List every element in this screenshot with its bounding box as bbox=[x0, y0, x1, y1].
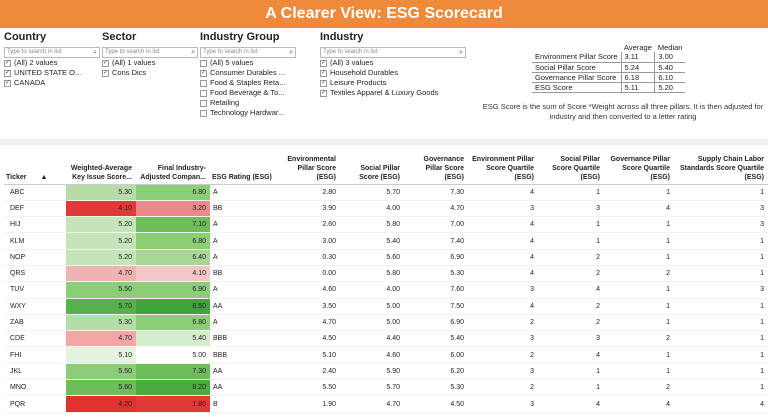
table-row[interactable] bbox=[4, 380, 768, 396]
filter-option[interactable]: ✓ (All) 2 values bbox=[5, 58, 58, 67]
table-cell: 1 bbox=[538, 233, 604, 249]
table-cell: 4 bbox=[468, 184, 538, 200]
table-cell: 3 bbox=[538, 200, 604, 216]
table-cell: 7.30 bbox=[404, 184, 468, 200]
table-cell: 4.70 bbox=[404, 200, 468, 216]
table-cell: 5.40 bbox=[404, 331, 468, 347]
checkbox-icon: ✓ bbox=[321, 79, 327, 86]
filter-option[interactable]: ✓ Consumer Durables ... bbox=[201, 68, 286, 77]
table-cell: 4 bbox=[468, 233, 538, 249]
stats-median: 5.20 bbox=[655, 82, 686, 92]
esg-rating-cell: A bbox=[210, 249, 276, 265]
ticker-cell: MNO bbox=[4, 380, 66, 396]
key-issue-score-cell: 4.70 bbox=[66, 265, 136, 281]
stats-label: Social Pillar Score bbox=[532, 62, 621, 72]
industry-adjusted-score-cell: 7.10 bbox=[136, 217, 210, 233]
industry-adjusted-score-cell: 8.50 bbox=[136, 298, 210, 314]
checkbox-icon bbox=[200, 90, 207, 97]
ticker-cell: JKL bbox=[4, 363, 66, 379]
table-cell: 2 bbox=[468, 380, 538, 396]
esg-rating-cell: AA bbox=[210, 380, 276, 396]
dashboard-title: A Clearer View: ESG Scorecard bbox=[0, 0, 768, 28]
key-issue-score-cell: 4.20 bbox=[66, 396, 136, 412]
table-cell: 5.70 bbox=[340, 184, 404, 200]
table-cell: 7.40 bbox=[404, 233, 468, 249]
table-cell: 1 bbox=[604, 282, 674, 298]
table-cell: 1 bbox=[538, 363, 604, 379]
table-cell: 1 bbox=[674, 298, 768, 314]
table-cell: 5.30 bbox=[404, 265, 468, 281]
checkbox-icon bbox=[200, 110, 207, 117]
sort-ascending-icon[interactable]: ▲ bbox=[40, 173, 48, 181]
esg-rating-cell: AA bbox=[210, 363, 276, 379]
ticker-cell: HIJ bbox=[4, 217, 66, 233]
table-cell: 1 bbox=[604, 217, 674, 233]
checkbox-icon bbox=[200, 80, 207, 87]
table-cell: 5.40 bbox=[340, 233, 404, 249]
stats-label: ESG Score bbox=[532, 82, 621, 92]
table-cell: 4.70 bbox=[276, 314, 340, 330]
table-cell: 6.20 bbox=[404, 363, 468, 379]
column-header[interactable]: Environment Pillar Score Quartile (ESG) bbox=[468, 146, 538, 184]
stats-median: 5.40 bbox=[655, 62, 686, 72]
industry-adjusted-score-cell: 6.80 bbox=[136, 314, 210, 330]
industry-adjusted-score-cell: 6.40 bbox=[136, 249, 210, 265]
key-issue-score-cell: 5.30 bbox=[66, 184, 136, 200]
column-header[interactable]: Supply Chain Labor Standards Score Quartile (ESG) bbox=[674, 146, 768, 184]
filter-option[interactable]: (All) 5 values bbox=[200, 58, 296, 68]
table-cell: 1 bbox=[674, 347, 768, 363]
table-cell: 3 bbox=[468, 200, 538, 216]
filter-option[interactable]: ✓ (All) 1 values bbox=[103, 58, 156, 67]
column-header[interactable]: Social Pillar Score Quartile (ESG) bbox=[538, 146, 604, 184]
table-cell: 5.00 bbox=[340, 298, 404, 314]
table-cell: 5.90 bbox=[340, 363, 404, 379]
table-cell: 1 bbox=[604, 298, 674, 314]
stats-label: Governance Pillar Score bbox=[532, 72, 621, 82]
table-cell: 3 bbox=[538, 331, 604, 347]
table-cell: 2 bbox=[538, 265, 604, 281]
table-cell: 1.90 bbox=[276, 396, 340, 412]
stats-average: 5.11 bbox=[621, 82, 655, 92]
table-cell: 4.50 bbox=[276, 331, 340, 347]
table-cell: 5.00 bbox=[340, 314, 404, 330]
stats-median: 3.00 bbox=[655, 52, 686, 62]
table-row[interactable] bbox=[4, 282, 768, 298]
table-cell: 1 bbox=[674, 314, 768, 330]
table-cell: 0.30 bbox=[276, 249, 340, 265]
table-cell: 1 bbox=[604, 233, 674, 249]
esg-rating-cell: B bbox=[210, 396, 276, 412]
table-cell: 4 bbox=[604, 396, 674, 412]
filter-country bbox=[4, 28, 100, 88]
filter-option[interactable]: Food & Staples Reta... bbox=[200, 78, 296, 88]
stats-median: 6.10 bbox=[655, 72, 686, 82]
filter-option[interactable]: ✓ Textiles Apparel & Luxury Goods bbox=[321, 88, 439, 97]
industry-group-search-input[interactable]: Type to search in list ⌕ bbox=[200, 47, 296, 58]
filter-title: Country bbox=[4, 31, 47, 43]
stats-average: 3.11 bbox=[621, 52, 655, 62]
stats-average: 5.24 bbox=[621, 62, 655, 72]
filter-option[interactable]: ✓ CANADA bbox=[5, 78, 46, 87]
ticker-cell: WXY bbox=[4, 298, 66, 314]
table-row[interactable] bbox=[4, 217, 768, 233]
checkbox-icon: ✓ bbox=[5, 69, 11, 76]
esg-scorecard-table bbox=[4, 146, 768, 413]
table-cell: 3 bbox=[468, 396, 538, 412]
table-cell: 3.50 bbox=[276, 298, 340, 314]
table-cell: 1 bbox=[604, 314, 674, 330]
checkbox-icon: ✓ bbox=[201, 69, 207, 76]
key-issue-score-cell: 5.50 bbox=[66, 363, 136, 379]
table-cell: 4 bbox=[468, 249, 538, 265]
ticker-cell: NOP bbox=[4, 249, 66, 265]
table-row[interactable] bbox=[4, 200, 768, 216]
esg-rating-cell: A bbox=[210, 282, 276, 298]
table-cell: 3 bbox=[468, 282, 538, 298]
key-issue-score-cell: 5.10 bbox=[66, 347, 136, 363]
ticker-cell: ABC bbox=[4, 184, 66, 200]
table-cell: 4.00 bbox=[340, 200, 404, 216]
filter-industry-group bbox=[200, 28, 296, 118]
table-cell: 1 bbox=[604, 249, 674, 265]
table-row[interactable] bbox=[4, 347, 768, 363]
ticker-cell: TUV bbox=[4, 282, 66, 298]
table-cell: 2 bbox=[604, 265, 674, 281]
column-header[interactable]: Governance Pillar Score (ESG) bbox=[404, 146, 468, 184]
industry-adjusted-score-cell: 8.20 bbox=[136, 380, 210, 396]
stats-header: Average bbox=[624, 42, 652, 52]
table-cell: 2 bbox=[604, 380, 674, 396]
filter-option[interactable]: ✓ UNITED STATE O... bbox=[5, 68, 82, 77]
country-search-input[interactable]: Type to search in list ⌕ bbox=[4, 47, 100, 58]
table-cell: 1 bbox=[674, 265, 768, 281]
search-icon: ⌕ bbox=[191, 49, 195, 56]
ticker-cell: KLM bbox=[4, 233, 66, 249]
table-cell: 2.60 bbox=[276, 217, 340, 233]
table-cell: 2.80 bbox=[276, 184, 340, 200]
column-header[interactable]: ESG Rating (ESG) bbox=[210, 146, 276, 184]
table-cell: 4.60 bbox=[276, 282, 340, 298]
table-cell: 3.00 bbox=[276, 233, 340, 249]
key-issue-score-cell: 5.20 bbox=[66, 249, 136, 265]
table-row[interactable] bbox=[4, 396, 768, 412]
filter-sector bbox=[102, 28, 198, 78]
table-cell: 4 bbox=[468, 265, 538, 281]
table-cell: 1 bbox=[538, 184, 604, 200]
table-cell: 2 bbox=[468, 347, 538, 363]
table-row[interactable] bbox=[4, 265, 768, 281]
key-issue-score-cell: 5.30 bbox=[66, 314, 136, 330]
table-cell: 4 bbox=[538, 347, 604, 363]
ticker-cell: PQR bbox=[4, 396, 66, 412]
table-cell: 6.00 bbox=[404, 347, 468, 363]
filter-option[interactable]: ✓ Cons Dics bbox=[103, 68, 147, 77]
stats-header: Median bbox=[657, 42, 683, 52]
table-cell: 2 bbox=[538, 314, 604, 330]
search-icon: ⌕ bbox=[289, 49, 293, 56]
table-cell: 5.50 bbox=[276, 380, 340, 396]
filter-industry bbox=[320, 28, 466, 98]
table-cell: 3 bbox=[468, 331, 538, 347]
table-cell: 1 bbox=[674, 184, 768, 200]
table-cell: 6.90 bbox=[404, 249, 468, 265]
esg-rating-cell: A bbox=[210, 314, 276, 330]
industry-adjusted-score-cell: 6.80 bbox=[136, 184, 210, 200]
table-cell: 3 bbox=[674, 282, 768, 298]
table-cell: 4 bbox=[538, 282, 604, 298]
esg-rating-cell: A bbox=[210, 233, 276, 249]
esg-rating-cell: A bbox=[210, 184, 276, 200]
table-cell: 7.00 bbox=[404, 217, 468, 233]
table-row[interactable] bbox=[4, 331, 768, 347]
filter-option[interactable]: ✓ (All) 3 values bbox=[321, 58, 374, 67]
column-header[interactable]: Weighted-Average Key Issue Score... bbox=[66, 146, 136, 184]
table-cell: 4 bbox=[468, 217, 538, 233]
filter-title: Sector bbox=[102, 31, 137, 43]
table-cell: 3 bbox=[674, 200, 768, 216]
table-cell: 4 bbox=[604, 200, 674, 216]
filter-option[interactable]: ✓ Leisure Products bbox=[321, 78, 387, 87]
table-row[interactable] bbox=[4, 184, 768, 200]
table-cell: 3 bbox=[674, 217, 768, 233]
sector-search-input[interactable]: Type to search in list ⌕ bbox=[102, 47, 198, 58]
industry-adjusted-score-cell: 6.90 bbox=[136, 282, 210, 298]
industry-adjusted-score-cell: 1.80 bbox=[136, 396, 210, 412]
table-row[interactable] bbox=[4, 314, 768, 330]
table-cell: 4.40 bbox=[340, 331, 404, 347]
industry-adjusted-score-cell: 5.40 bbox=[136, 331, 210, 347]
search-icon: ⌕ bbox=[93, 49, 97, 56]
section-divider bbox=[0, 139, 768, 145]
stats-label: Environment Pillar Score bbox=[532, 52, 621, 62]
table-cell: 0.00 bbox=[276, 265, 340, 281]
table-cell: 3.90 bbox=[276, 200, 340, 216]
table-cell: 1 bbox=[674, 331, 768, 347]
filter-option[interactable]: Technology Hardwar... bbox=[200, 108, 296, 118]
table-cell: 1 bbox=[674, 363, 768, 379]
table-cell: 5.80 bbox=[340, 217, 404, 233]
table-cell: 4 bbox=[538, 396, 604, 412]
table-cell: 1 bbox=[674, 233, 768, 249]
stats-average: 6.18 bbox=[621, 72, 655, 82]
table-cell: 6.90 bbox=[404, 314, 468, 330]
esg-rating-cell: BBB bbox=[210, 331, 276, 347]
industry-adjusted-score-cell: 3.20 bbox=[136, 200, 210, 216]
key-issue-score-cell: 5.70 bbox=[66, 298, 136, 314]
checkbox-icon bbox=[200, 100, 207, 107]
table-cell: 5.80 bbox=[340, 265, 404, 281]
checkbox-icon: ✓ bbox=[321, 69, 327, 76]
filter-option[interactable]: ✓ Household Durables bbox=[321, 68, 398, 77]
column-header[interactable]: Social Pillar Score (ESG) bbox=[340, 146, 404, 184]
filter-title: Industry Group bbox=[200, 31, 280, 43]
table-cell: 2.40 bbox=[276, 363, 340, 379]
table-cell: 4.60 bbox=[340, 347, 404, 363]
filter-title: Industry bbox=[320, 31, 364, 43]
table-row[interactable] bbox=[4, 249, 768, 265]
table-cell: 1 bbox=[674, 380, 768, 396]
table-cell: 5.60 bbox=[340, 249, 404, 265]
table-cell: 1 bbox=[604, 184, 674, 200]
table-cell: 1 bbox=[604, 347, 674, 363]
industry-adjusted-score-cell: 6.80 bbox=[136, 233, 210, 249]
key-issue-score-cell: 5.20 bbox=[66, 217, 136, 233]
table-header-row bbox=[4, 146, 768, 184]
table-cell: 2 bbox=[468, 314, 538, 330]
ticker-cell: CDE bbox=[4, 331, 66, 347]
table-cell: 5.30 bbox=[404, 380, 468, 396]
checkbox-icon: ✓ bbox=[103, 59, 109, 66]
table-cell: 4 bbox=[674, 396, 768, 412]
column-header[interactable]: Environmental Pillar Score (ESG) bbox=[276, 146, 340, 184]
industry-adjusted-score-cell: 7.30 bbox=[136, 363, 210, 379]
table-row[interactable] bbox=[4, 363, 768, 379]
table-cell: 3 bbox=[468, 363, 538, 379]
key-issue-score-cell: 5.20 bbox=[66, 233, 136, 249]
table-cell: 4.50 bbox=[404, 396, 468, 412]
column-header[interactable]: Governance Pillar Score Quartile (ESG) bbox=[604, 146, 674, 184]
table-cell: 1 bbox=[538, 217, 604, 233]
checkbox-icon: ✓ bbox=[5, 79, 11, 86]
table-cell: 1 bbox=[674, 249, 768, 265]
checkbox-icon bbox=[200, 60, 207, 67]
table-cell: 5.70 bbox=[340, 380, 404, 396]
table-cell: 4.00 bbox=[340, 282, 404, 298]
ticker-cell: QRS bbox=[4, 265, 66, 281]
table-cell: 2 bbox=[538, 249, 604, 265]
checkbox-icon: ✓ bbox=[103, 69, 109, 76]
column-header[interactable]: Final Industry-Adjusted Compan... bbox=[136, 146, 210, 184]
ticker-cell: DEF bbox=[4, 200, 66, 216]
search-icon: ⌕ bbox=[459, 49, 463, 56]
table-row[interactable] bbox=[4, 233, 768, 249]
esg-rating-cell: BB bbox=[210, 200, 276, 216]
checkbox-icon: ✓ bbox=[321, 89, 327, 96]
industry-search-input[interactable]: Type to search in list ⌕ bbox=[320, 47, 466, 58]
table-cell: 7.60 bbox=[404, 282, 468, 298]
table-cell: 5.10 bbox=[276, 347, 340, 363]
esg-rating-cell: A bbox=[210, 217, 276, 233]
ticker-cell: FHI bbox=[4, 347, 66, 363]
esg-score-note: ESG Score is the sum of Score *Weight across all three pillars. It is then adjusted for industry and then converted to a letter rating bbox=[482, 102, 764, 121]
table-cell: 4 bbox=[468, 298, 538, 314]
table-cell: 2 bbox=[538, 298, 604, 314]
checkbox-icon: ✓ bbox=[321, 59, 327, 66]
key-issue-score-cell: 5.60 bbox=[66, 380, 136, 396]
table-cell: 1 bbox=[604, 363, 674, 379]
table-cell: 7.50 bbox=[404, 298, 468, 314]
esg-rating-cell: BB bbox=[210, 265, 276, 281]
key-issue-score-cell: 4.10 bbox=[66, 200, 136, 216]
table-cell: 4.70 bbox=[340, 396, 404, 412]
summary-stats-table bbox=[532, 42, 685, 93]
ticker-cell: ZAB bbox=[4, 314, 66, 330]
column-header-ticker[interactable]: Ticker ▲ bbox=[4, 146, 66, 184]
industry-adjusted-score-cell: 4.10 bbox=[136, 265, 210, 281]
filter-option[interactable]: Retailing bbox=[200, 98, 296, 108]
esg-rating-cell: AA bbox=[210, 298, 276, 314]
filter-option[interactable]: Food Beverage & To... bbox=[200, 88, 296, 98]
key-issue-score-cell: 4.70 bbox=[66, 331, 136, 347]
industry-adjusted-score-cell: 5.00 bbox=[136, 347, 210, 363]
key-issue-score-cell: 5.50 bbox=[66, 282, 136, 298]
table-cell: 2 bbox=[604, 331, 674, 347]
checkbox-icon: ✓ bbox=[5, 59, 11, 66]
table-row[interactable] bbox=[4, 298, 768, 314]
table-cell: 1 bbox=[538, 380, 604, 396]
esg-rating-cell: BBB bbox=[210, 347, 276, 363]
